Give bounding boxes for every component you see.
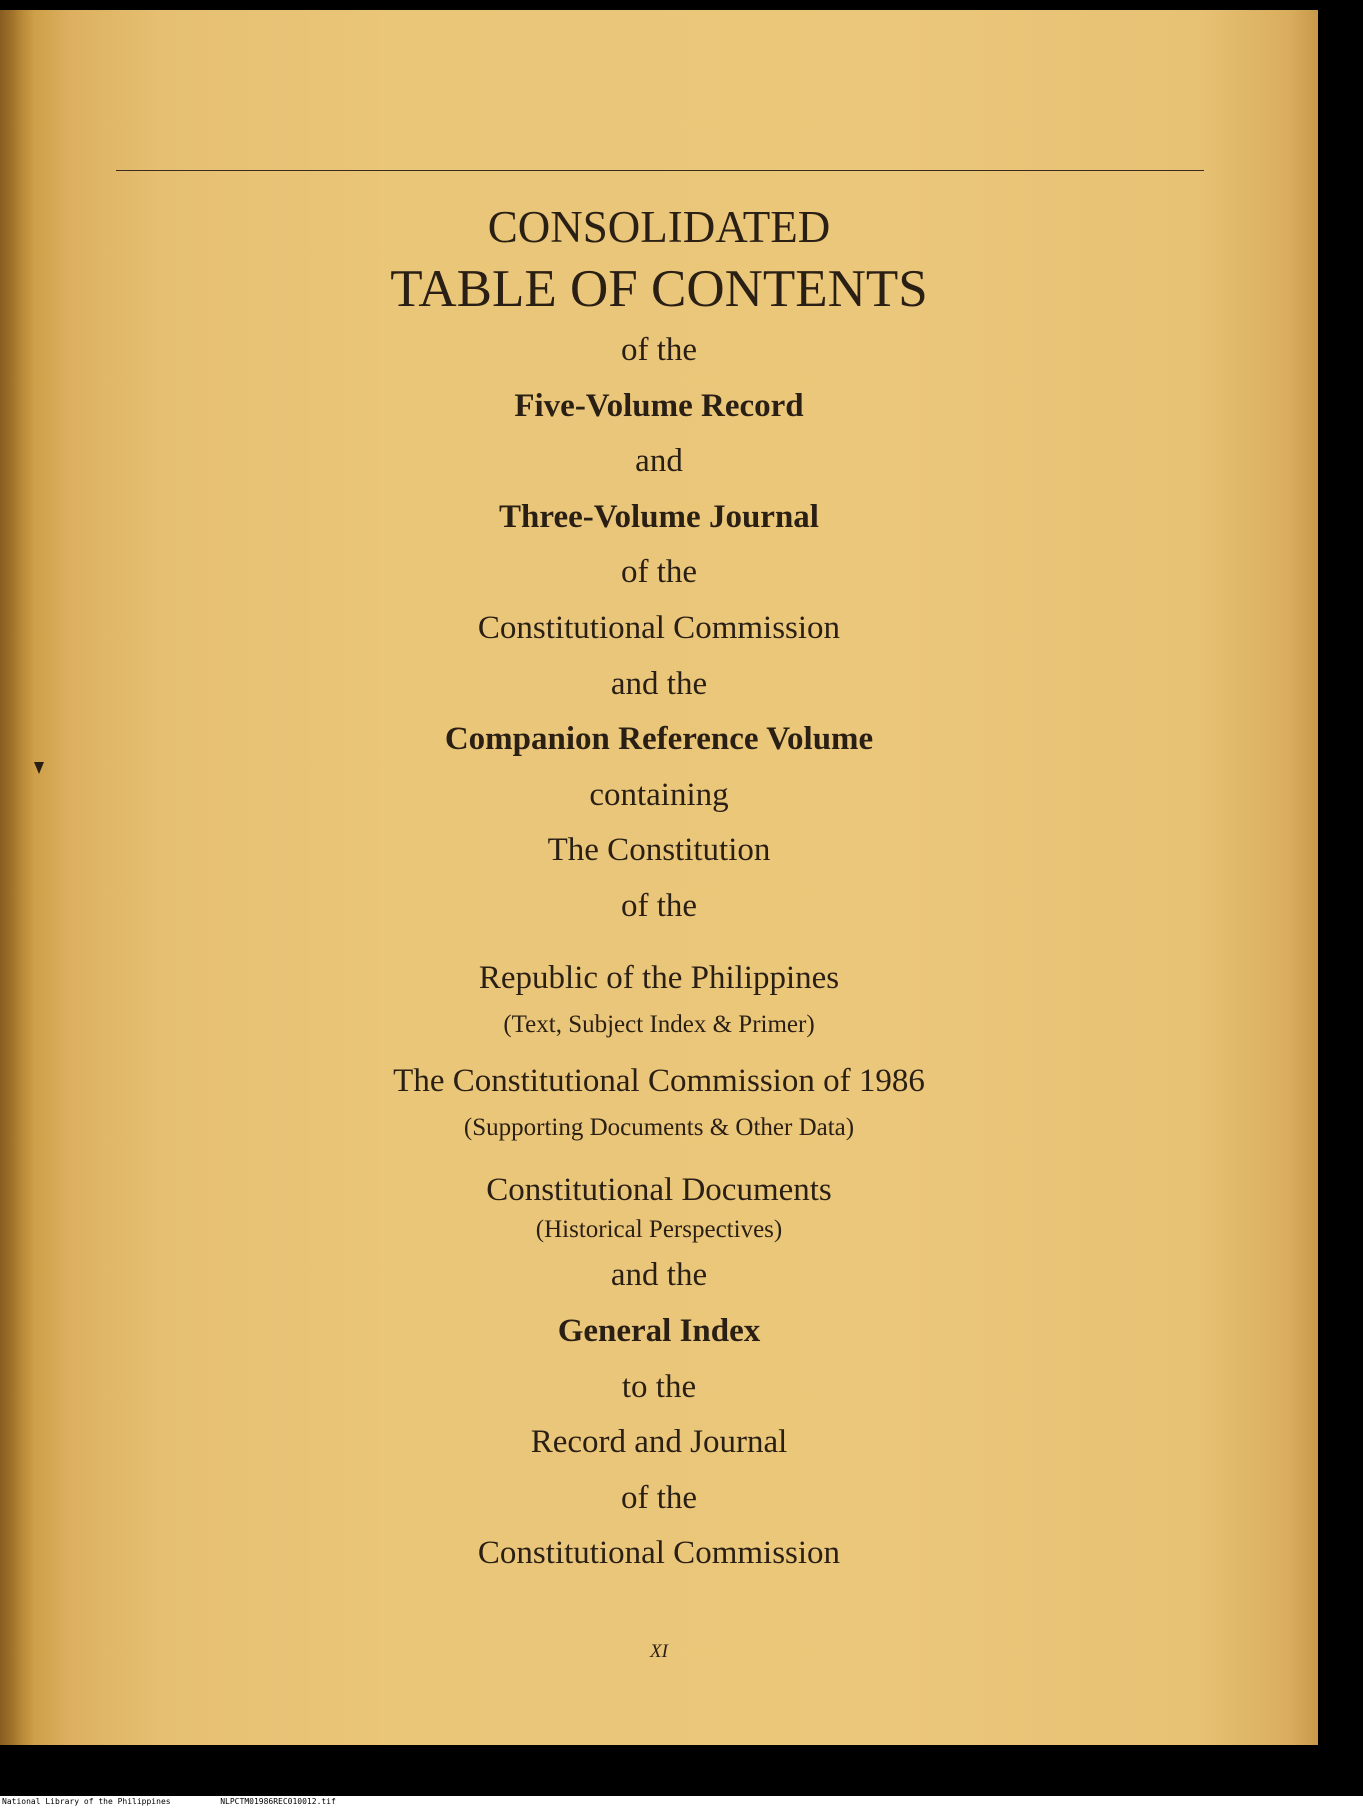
- text-subline: (Text, Subject Index & Primer): [503, 1011, 815, 1038]
- title-companion-reference-volume: Companion Reference Volume: [444, 721, 874, 757]
- text-line: to the: [621, 1369, 697, 1405]
- footer-file-name: NLPCTM01986REC010012.tif: [220, 1797, 336, 1806]
- text-line: Constitutional Documents: [486, 1172, 832, 1208]
- title-five-volume-record: Five-Volume Record: [514, 388, 804, 424]
- page-content: [0, 10, 1318, 1745]
- text-line: and: [635, 443, 683, 479]
- footer-caption: [2, 1797, 336, 1806]
- page-number: XI: [650, 1641, 668, 1662]
- text-line: The Constitution: [547, 832, 771, 868]
- text-line: of the: [620, 1480, 698, 1516]
- text-line: of the: [620, 554, 698, 590]
- text-line: and the: [610, 1257, 708, 1293]
- text-line: and the: [610, 666, 708, 702]
- title-general-index: General Index: [557, 1313, 761, 1349]
- text-line: Constitutional Commission: [477, 610, 841, 646]
- text-line: of the: [620, 888, 698, 924]
- text-subline: (Historical Perspectives): [535, 1216, 783, 1243]
- text-line: containing: [589, 777, 729, 813]
- title-three-volume-journal: Three-Volume Journal: [499, 499, 819, 535]
- text-line: The Constitutional Commission of 1986: [393, 1063, 925, 1099]
- text-subline: (Supporting Documents & Other Data): [463, 1114, 855, 1141]
- heading-table-of-contents: TABLE OF CONTENTS: [390, 260, 928, 318]
- text-line: of the: [620, 332, 698, 368]
- text-line: Constitutional Commission: [477, 1535, 841, 1571]
- text-line: Record and Journal: [530, 1424, 788, 1460]
- book-page: [0, 10, 1318, 1745]
- footer-source-label: National Library of the Philippines: [2, 1797, 171, 1806]
- heading-consolidated: CONSOLIDATED: [487, 202, 831, 252]
- text-line: Republic of the Philippines: [478, 960, 840, 996]
